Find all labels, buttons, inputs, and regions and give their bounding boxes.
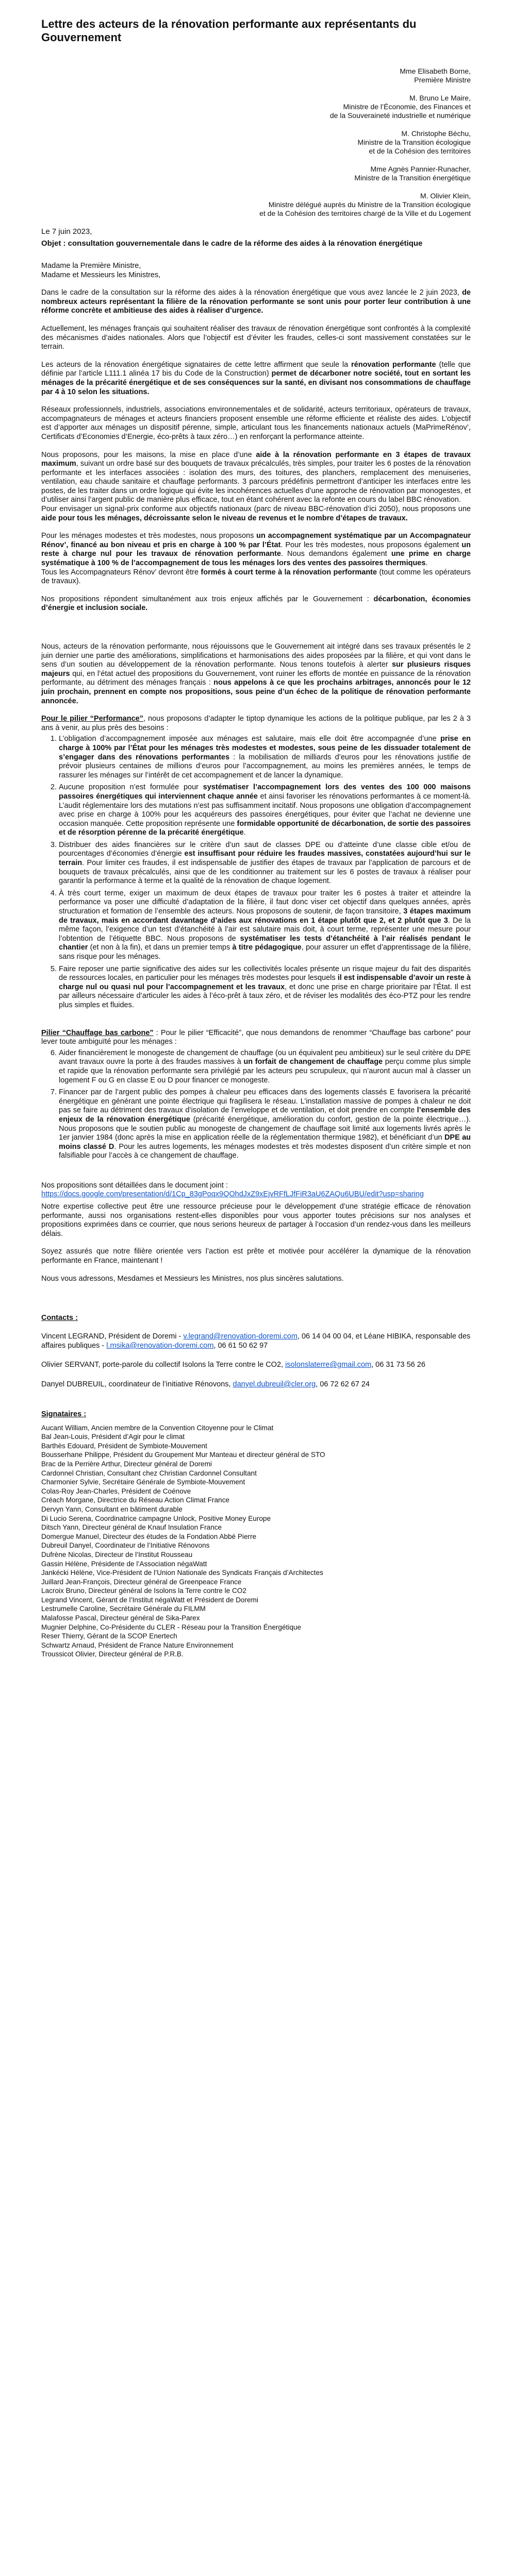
- signatories-heading: Signataires :: [41, 1410, 87, 1418]
- paragraph-pillar-heating: Pilier “Chauffage bas carbone” : Pour le pilier “Efficacité”, que nous demandons de renommer “Chauffage bas carbone” pour lever toute ambiguïté pour les ménages :: [41, 1028, 471, 1046]
- performance-list: [41, 735, 471, 1010]
- letter-date: Le 7 juin 2023,: [41, 227, 92, 236]
- recipient-role: de la Souveraineté industrielle et numérique: [329, 111, 471, 120]
- signatory: Barthès Edouard, Président de Symbiote-Mouvement: [41, 1442, 207, 1450]
- email-link[interactable]: danyel.dubreuil@cler.org: [233, 1380, 316, 1388]
- signatory: Mugnier Delphine, Co-Présidente du CLER - Réseau pour la Transition Énergétique: [41, 1623, 302, 1631]
- letter-title: Lettre des acteurs de la rénovation performante aux représentants du Gouvernement: [41, 18, 417, 44]
- signatory: Jankécki Hélène, Vice-Président de l’Union Nationale des Syndicats Français d’Architectes: [41, 1569, 323, 1577]
- greeting-line: Madame la Première Ministre,: [41, 262, 141, 270]
- recipient-bechu: [41, 129, 471, 156]
- list-item: 6. Aider financièrement le monogeste de changement de chauffage (ou un équivalent peu ambitieux) sur le seul critère du DPE avant travaux ouvre la porte à des fraudes massives à un forfait de changement de chauffage perçu comme plus simple et rapide que la rénovation performante sera privilégié par les acteurs peu scrupuleux, qui n’auront aucun mal à classer un logement F ou G en classe E ou D pour financer ce monogeste.: [59, 1049, 471, 1085]
- signatory: Bal Jean-Louis, Président d’Agir pour le climat: [41, 1433, 185, 1441]
- email-link[interactable]: l.msika@renovation-doremi.com: [106, 1341, 214, 1350]
- email-link[interactable]: isolonslaterre@gmail.com: [285, 1361, 372, 1369]
- paragraph-closing: Nous vous adressons, Mesdames et Messieurs les Ministres, nos plus sincères salutations.: [41, 1274, 344, 1283]
- paragraph-ready: Soyez assurés que notre filière orientée vers l’action est prête et motivée pour accélérer la dynamique de la rénovation performante en France, maintenant !: [41, 1247, 471, 1265]
- signatory: Legrand Vincent, Gérant de l’Institut négaWatt et Président de Doremi: [41, 1596, 258, 1604]
- signatory: Dervyn Yann, Consultant en bâtiment durable: [41, 1505, 183, 1513]
- recipient-lemaire: [41, 94, 471, 120]
- signatory: Lestrumelle Caroline, Secrétaire Générale du FILMM: [41, 1605, 206, 1613]
- paragraph-document: Nos propositions sont détaillées dans le document joint : https://docs.google.com/presentation/d/1Cp_83gPoqx9QOhdJxZ9xEjvRFfLJfFiR3aU6ZAQu6UBU/edit?usp=sharing: [41, 1181, 424, 1199]
- signatory: Malafosse Pascal, Directeur général de Sika-Parex: [41, 1614, 200, 1622]
- signatory: Di Lucio Serena, Coordinatrice campagne Unlock, Positive Money Europe: [41, 1514, 271, 1522]
- list-item: 4. À très court terme, exiger un maximum de deux étapes de travaux pour traiter les 6 postes à traiter et atteindre la performance va poser une difficulté d’adaptation de la filière, il faut donc viser cet objectif dans quelques années, après structuration et formation de l’ensemble des acteurs. Nous proposons de soutenir, de façon transitoire, 3 étapes maximum de travaux, mais en accordant davantage d’aides aux rénovations en 1 étape plutôt que 2, et 2 plutôt que 3. De la même façon, l’exigence d’un test d’étanchéité à l’air est salutaire mais doit, à court terme, représenter une mesure pour l’obtention de l’étiquette BBC. Nous proposons de systématiser les tests d’étanchéité à l’air réalisés pendant le chantier (et non à la fin), et dans un premier temps à titre pédagogique, pour assurer un effet d’apprentissage de la filière, sans risque pour les ménages.: [59, 889, 471, 962]
- recipient-borne: [41, 67, 471, 84]
- recipient-role: et de la Cohésion des territoires chargé de la Ville et du Logement: [259, 209, 471, 217]
- heating-list: [41, 1049, 471, 1161]
- paragraph-stakes: Nos propositions répondent simultanément aux trois enjeux affichés par le Gouvernement : décarbonation, économies d’énergie et inclusion sociale.: [41, 595, 471, 613]
- signatory: Colas-Roy Jean-Charles, Président de Coénove: [41, 1487, 191, 1495]
- signatory: Aucant William, Ancien membre de la Convention Citoyenne pour le Climat: [41, 1423, 274, 1432]
- contact-doremi: Vincent LEGRAND, Président de Doremi - v.legrand@renovation-doremi.com, 06 14 04 00 04, et Léane HIBIKA, responsable des affaires publiques - l.msika@renovation-doremi.com, 06 61 50 62 97: [41, 1332, 471, 1350]
- list-item: 3. Distribuer des aides financières sur le critère d’un saut de classes DPE ou d’atteinte d’une classe cible et/ou de pourcentages d’économies d’énergie est insuffisant pour réduire les fraudes massives, constatées aujourd’hui sur le terrain. Pour limiter ces fraudes, il est indispensable de justifier des étapes de travaux par l’application de parcours et de bouquets de travaux précalculés, ainsi que de les conditionner au traitement sur les 6 postes de travaux à réaliser pour garantir la performance à terme et la qualité de la rénovation de chaque logement.: [59, 841, 471, 886]
- paragraph-performance: Les acteurs de la rénovation énergétique signataires de cette lettre affirment que seule la rénovation performante (telle que définie par l’article L111.1 alinéa 17 bis du Code de la Construction) permet de décarboner notre société, tout en sortant les ménages de la précarité énergétique et de ses conséquences sur la santé, en divisant nos consommations de chauffage par 4 à 10 selon les situations.: [41, 360, 471, 396]
- recipient-name: Mme Agnès Pannier-Runacher,: [370, 165, 471, 173]
- contact-isolons: Olivier SERVANT, porte-parole du collectif Isolons la Terre contre le CO2, isolonslaterre@gmail.com, 06 31 73 56 26: [41, 1361, 425, 1369]
- signatory: Gassin Hélène, Présidente de l’Association négaWatt: [41, 1560, 207, 1568]
- paragraph-expertise: Notre expertise collective peut être une ressource précieuse pour le développement d’une stratégie efficace de rénovation performante, aussi nos organisations restent-elles disponibles pour vous apporter toutes précisions sur nos analyses et propositions exprimées dans ce courrier, que nous serions heureux de partager à l’occasion d’un rendez-vous dans les meilleurs délais.: [41, 1202, 471, 1238]
- signatory: Brac de la Perrière Arthur, Directeur général de Doremi: [41, 1460, 212, 1468]
- recipient-role: Première Ministre: [414, 76, 471, 84]
- signatory: Créach Morgane, Directrice du Réseau Action Climat France: [41, 1496, 229, 1504]
- recipient-role: Ministre de la Transition écologique: [357, 138, 471, 146]
- recipient-pannier-runacher: [41, 165, 471, 182]
- signatory: Juillard Jean-François, Directeur général de Greenpeace France: [41, 1578, 242, 1586]
- list-item: 7. Financer par de l’argent public des pompes à chaleur peu efficaces dans des logements classés E favorisera la précarité énergétique en générant une pointe électrique qui fragilisera le réseau. L’installation massive de pompes à chaleur ne doit pas se faire au détriment des travaux d’isolation de l’enveloppe et de ventilation, et doit prendre en compte l’ensemble des enjeux de la rénovation énergétique (précarité énergétique, amélioration du confort, gestion de la pointe électrique…). Nous proposons que le soutien public au monogeste de changement de chauffage soit limité aux logements livrés après le 1er janvier 1984 (donc après la mise en application réelle de la réglementation thermique 1982), et bénéficiant d’un DPE au moins classé D. Pour les autres logements, les ménages modestes et très modestes disposent d’un critère simple et non falsifiable pour l’accès à ce changement de chauffage.: [59, 1088, 471, 1161]
- signatory: Dufrène Nicolas, Directeur de l’Institut Rousseau: [41, 1550, 193, 1558]
- signatory: Schwartz Arnaud, Président de France Nature Environnement: [41, 1641, 234, 1649]
- recipient-name: M. Olivier Klein,: [420, 192, 471, 200]
- greeting-line: Madame et Messieurs les Ministres,: [41, 270, 161, 279]
- signatory: Domergue Manuel, Directeur des études de la Fondation Abbé Pierre: [41, 1532, 257, 1540]
- contact-renovons: Danyel DUBREUIL, coordinateur de l’initiative Rénovons, danyel.dubreuil@cler.org, 06 72 62 67 24: [41, 1380, 370, 1388]
- signatory: Bousserhane Philippe, Président du Groupement Mur Manteau et directeur général de STO: [41, 1451, 325, 1459]
- proposals-document-link[interactable]: https://docs.google.com/presentation/d/1Cp_83gPoqx9QOhdJxZ9xEjvRFfLJfFiR3aU6ZAQu6UBU/edit?usp=sharing: [41, 1190, 424, 1199]
- signatory: Reser Thierry, Gérant de la SCOP Enertech: [41, 1632, 177, 1640]
- signatory: Charmonier Sylvie, Secrétaire Générale de Symbiote-Mouvement: [41, 1478, 245, 1486]
- letter-subject: Objet : consultation gouvernementale dans le cadre de la réforme des aides à la rénovation énergétique: [41, 239, 423, 248]
- signatory: Ditsch Yann, Directeur général de Knauf Insulation France: [41, 1523, 222, 1532]
- signatory: Troussicot Olivier, Directeur général de P.R.B.: [41, 1650, 184, 1658]
- recipient-klein: [41, 192, 471, 218]
- recipient-role: Ministre de la Transition énergétique: [354, 174, 471, 182]
- recipient-name: M. Bruno Le Maire,: [409, 94, 471, 102]
- list-item: 2. Aucune proposition n’est formulée pour systématiser l’accompagnement lors des ventes des 100 000 maisons passoires énergétiques qui interviennent chaque année et ainsi favoriser les rénovations performantes à ce moment-là. L’audit réglementaire lors des mutations n’est pas suffisamment incitatif. Nous proposons une obligation d’accompagnement avec prise en charge à 100% pour les acquéreurs des passoires énergétiques, pour éviter que l’achat ne devienne une occasion manquée. Cette proposition représente une formidable opportunité de décarbonation, de sortie des passoires et de résorption pérenne de la précarité énergétique.: [59, 783, 471, 838]
- list-item: 1. L’obligation d’accompagnement imposée aux ménages est salutaire, mais elle doit être accompagnée d’une prise en charge à 100% par l’État pour les ménages très modestes et modestes, sous peine de les dissuader totalement de s’engager dans des rénovations performantes : la mobilisation de milliards d’euros pour les rénovations justifie de prévoir plusieurs centaines de millions d’euros pour l’accompagnement, au moins les premières années, le temps de rassurer les ménages sur l’intérêt de cet accompagnement et de lancer la dynamique.: [59, 735, 471, 780]
- paragraph-houses: Nous proposons, pour les maisons, la mise en place d’une aide à la rénovation performante en 3 étapes de travaux maximum, suivant un ordre basé sur des bouquets de travaux précalculés, très simples, pour traiter les 6 postes de la rénovation performante et les interfaces associées : isolation des murs, des toitures, des planchers, remplacement des menuiseries, ventilation, eau chaude sanitaire et chauffage performants. 3 parcours prédéfinis permettront d’anticiper les interfaces entre les postes, de les traiter dans un ordre logique qui évite les incohérences actuelles d’une approche de rénovation par monogestes, et d’utiliser ainsi l’argent public de manière plus efficace, tout en étant cohérent avec la refonte en cours du label BBC rénovation. Pour envisager un signal-prix conforme aux objectifs nationaux (parc de niveau BBC-rénovation d’ici 2050), nous proposons une aide pour tous les ménages, décroissante selon le niveau de revenus et le nombre d’étapes de travaux.: [41, 450, 471, 522]
- paragraph-modest-households: Pour les ménages modestes et très modestes, nous proposons un accompagnement systématique par un Accompagnateur Rénov’, financé au bon niveau et pris en charge à 100 % par l’État. Pour les très modestes, nous proposons également un reste à charge nul pour les travaux de rénovation performante. Nous demandons également une prime en charge systématique à 100 % de l’accompagnement de tous les ménages lors des ventes des passoires thermiques. Tous les Accompagnateurs Rénov’ devront être formés à court terme à la rénovation performante (tout comme les opérateurs de travaux).: [41, 532, 471, 586]
- signatory: Lacroix Bruno, Directeur général de Isolons la Terre contre le CO2: [41, 1587, 246, 1595]
- recipient-role: Ministre délégué auprès du Ministre de la Transition écologique: [268, 200, 471, 209]
- paragraph-risks: Nous, acteurs de la rénovation performante, nous réjouissons que le Gouvernement ait intégré dans ses travaux présentés le 2 juin dernier une partie des améliorations, simplifications et harmonisations des aides proposées par la filière, et qui vont dans le sens d’un soutien au développement de la rénovation performante. Nous tenons toutefois à alerter sur plusieurs risques majeurs qui, en l’état actuel des propositions du Gouvernement, vont ruiner les efforts de montée en puissance de la rénovation performante, au détriment des ménages français : nous appelons à ce que les prochains arbitrages, annoncés pour le 12 juin prochain, prennent en compte nos propositions, sous peine d’un échec de la politique de rénovation performante annoncée.: [41, 642, 471, 705]
- recipient-role: Ministre de l’Économie, des Finances et: [343, 103, 471, 111]
- signatories-list: [41, 1423, 471, 1659]
- email-link[interactable]: v.legrand@renovation-doremi.com: [183, 1332, 298, 1341]
- list-item: 5. Faire reposer une partie significative des aides sur les collectivités locales présente un risque majeur du fait des disparités de ressources locales, en particulier pour les ménages très modestes pour lesquels il est indispensable d’avoir un reste à charge nul ou quasi nul pour l’accompagnement et les travaux, et donc une prise en charge prioritaire par l’État. Il est par ailleurs nécessaire d’articuler les aides à l’éco-prêt à taux zéro, et de réviser les modalités des éco-PTZ pour les rendre plus simples et fluides.: [59, 965, 471, 1010]
- recipients-block: [41, 67, 471, 218]
- recipient-name: M. Christophe Béchu,: [401, 129, 471, 138]
- paragraph-actors: Réseaux professionnels, industriels, associations environnementales et de solidarité, acteurs territoriaux, opérateurs de travaux, accompagnateurs de ménages et acteurs financiers proposent ensemble une réforme efficiente et réaliste des aides. L’objectif est d’apporter aux ménages un dispositif pérenne, simple, articulant tous les financements nationaux actuels (MaPrimeRénov’, Certificats d’Economies d’Energie, éco-prêts à taux zéro…) en renforçant la performance atteinte.: [41, 405, 471, 441]
- recipient-role: et de la Cohésion des territoires: [369, 147, 471, 155]
- signatory: Dubreuil Danyel, Coordinateur de l’Initiative Rénovons: [41, 1541, 210, 1550]
- greeting: [41, 262, 471, 280]
- paragraph-pillar-performance: Pour le pilier “Performance”, nous proposons d’adapter le tiptop dynamique les actions de la politique publique, par les 2 à 3 ans à venir, au plus près des besoins :: [41, 715, 471, 732]
- paragraph-consultation: Dans le cadre de la consultation sur la réforme des aides à la rénovation énergétique que vous avez lancée le 2 juin 2023, de nombreux acteurs représentant la filière de la rénovation performante se sont unis pour porter leur contribution à une réforme concrète et ambitieuse des aides à réaliser d’urgence.: [41, 289, 471, 315]
- paragraph-context: Actuellement, les ménages français qui souhaitent réaliser des travaux de rénovation énergétique sont confrontés à la complexité des mécanismes d’aides nationales. Alors que l’objectif est d’éviter les fraudes, celles-ci sont massivement constatées sur le terrain.: [41, 324, 471, 351]
- signatory: Cardonnel Christian, Consultant chez Christian Cardonnel Consultant: [41, 1469, 257, 1477]
- recipient-name: Mme Elisabeth Borne,: [400, 67, 471, 75]
- contacts-heading: Contacts :: [41, 1314, 78, 1323]
